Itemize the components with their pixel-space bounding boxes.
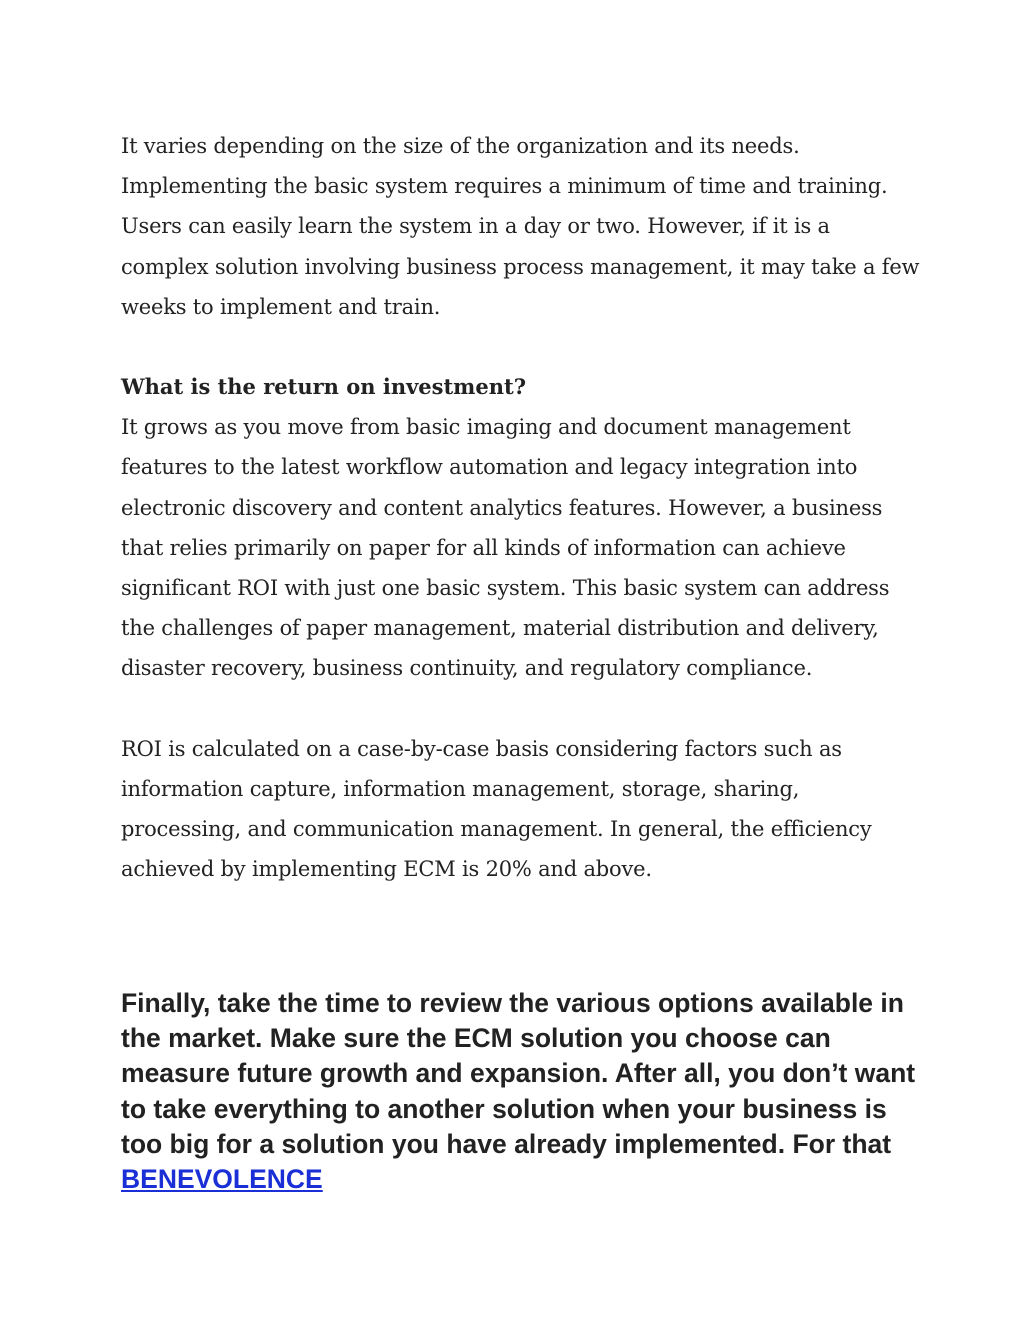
benevolence-link[interactable]: BENEVOLENCE [121,1164,323,1195]
section-heading-roi: What is the return on investment? [121,374,527,400]
paragraph-spacer [121,327,921,367]
paragraph-implementation-time: It varies depending on the size of the organization and its needs. Implementing the basic system requires a minimum of time and training. Users can easily learn the system in a day or two. However, if it is a complex solution involving business process management, it may take a few weeks to implement and train. [121,134,920,319]
paragraph-roi-growth: It grows as you move from basic imaging and document management features to the latest workflow automation and legacy integration into electronic discovery and content analytics features. However, a business that relies primarily on paper for all kinds of information can achieve significant ROI with just one basic system. This basic system can address the challenges of paper management, material distribution and delivery, disaster recovery, business continuity, and regulatory compliance. [121,415,890,681]
document-page [121,126,921,1195]
paragraph-roi-calculation: ROI is calculated on a case-by-case basis considering factors such as information capture, information management, storage, sharing, processing, and communication management. In general, the efficiency achieved by implementing ECM is 20% and above. [121,736,872,882]
closing-text: Finally, take the time to review the various options available in the market. Make sure the ECM solution you choose can measure future growth and expansion. After all, you don’t want to take everything to another solution when your business is too big for a solution you have already implemented. For that [121,988,916,1159]
paragraph-spacer [121,689,921,729]
closing-paragraph [121,986,921,1197]
